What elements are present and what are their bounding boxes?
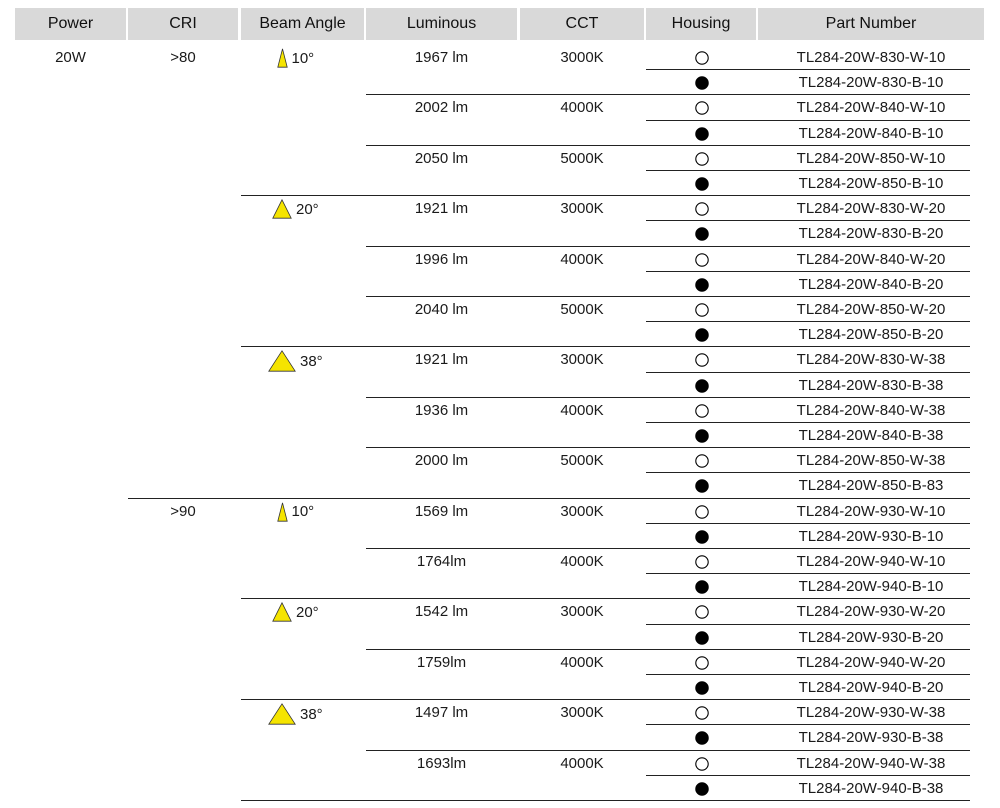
power-value: 20W bbox=[55, 49, 86, 66]
luminous-value: 1759lm bbox=[416, 653, 467, 671]
part-number: TL284-20W-840-B-20 bbox=[798, 275, 944, 293]
cct-value: 4000K bbox=[560, 99, 604, 117]
cct-value: 5000K bbox=[560, 149, 604, 167]
luminous-value: 1967 lm bbox=[414, 49, 469, 66]
housing-row-divider bbox=[646, 724, 970, 725]
part-number: TL284-20W-850-W-10 bbox=[796, 149, 946, 167]
black-housing-icon bbox=[695, 177, 709, 191]
luminous-value: 1921 lm bbox=[414, 200, 469, 218]
beam-angle-label: 20° bbox=[296, 200, 319, 218]
beam-group-divider bbox=[241, 598, 970, 599]
cct-value: 3000K bbox=[560, 49, 604, 66]
white-housing-icon bbox=[695, 404, 709, 418]
luminous-value: 1764lm bbox=[416, 553, 467, 570]
part-number: TL284-20W-850-W-20 bbox=[796, 301, 946, 318]
housing-row-divider bbox=[646, 170, 970, 171]
cct-value: 4000K bbox=[560, 653, 604, 671]
part-number: TL284-20W-930-B-20 bbox=[798, 628, 944, 646]
cct-value: 4000K bbox=[560, 553, 604, 570]
part-number: TL284-20W-850-B-20 bbox=[798, 326, 944, 344]
white-housing-icon bbox=[695, 51, 709, 65]
beam-angle-label: 10° bbox=[291, 49, 315, 67]
column-header-part-number: Part Number bbox=[758, 8, 984, 40]
lumen-group-divider bbox=[366, 649, 970, 650]
white-housing-icon bbox=[695, 353, 709, 367]
beam-group-divider bbox=[241, 195, 970, 196]
black-housing-icon bbox=[695, 227, 709, 241]
wide-beam-triangle-icon bbox=[268, 703, 296, 725]
part-number: TL284-20W-840-B-38 bbox=[798, 427, 944, 444]
part-number: TL284-20W-840-B-10 bbox=[798, 124, 944, 142]
beam-angle-label: 38° bbox=[300, 705, 323, 723]
part-number: TL284-20W-930-B-10 bbox=[798, 527, 944, 545]
table-bottom-rule bbox=[241, 800, 970, 801]
beam-angle-cell bbox=[277, 502, 315, 522]
white-housing-icon bbox=[695, 605, 709, 619]
part-number: TL284-20W-940-W-20 bbox=[796, 653, 946, 671]
lumen-group-divider bbox=[366, 94, 970, 95]
white-housing-icon bbox=[695, 202, 709, 216]
luminous-value: 1497 lm bbox=[414, 704, 469, 722]
cct-value: 3000K bbox=[560, 200, 604, 218]
cct-value: 4000K bbox=[560, 401, 604, 419]
housing-row-divider bbox=[646, 472, 970, 473]
beam-angle-label: 20° bbox=[296, 603, 319, 621]
black-housing-icon bbox=[695, 429, 709, 443]
part-number: TL284-20W-830-W-38 bbox=[796, 351, 946, 369]
cct-value: 5000K bbox=[560, 301, 604, 318]
white-housing-icon bbox=[695, 303, 709, 317]
beam-angle-cell bbox=[268, 350, 323, 372]
housing-row-divider bbox=[646, 674, 970, 675]
lumen-group-divider bbox=[366, 397, 970, 398]
beam-angle-cell bbox=[268, 703, 323, 725]
part-number: TL284-20W-840-W-38 bbox=[796, 401, 946, 419]
housing-row-divider bbox=[646, 271, 970, 272]
medium-beam-triangle-icon bbox=[272, 602, 292, 622]
black-housing-icon bbox=[695, 731, 709, 745]
part-number: TL284-20W-930-W-20 bbox=[796, 603, 946, 621]
beam-group-divider bbox=[241, 699, 970, 700]
cct-value: 4000K bbox=[560, 250, 604, 268]
cct-value: 3000K bbox=[560, 351, 604, 369]
column-header-housing: Housing bbox=[646, 8, 756, 40]
white-housing-icon bbox=[695, 555, 709, 569]
part-number: TL284-20W-940-B-38 bbox=[798, 779, 944, 797]
narrow-beam-triangle-icon bbox=[277, 48, 288, 68]
black-housing-icon bbox=[695, 479, 709, 493]
part-number: TL284-20W-850-W-38 bbox=[796, 452, 946, 470]
cct-value: 5000K bbox=[560, 452, 604, 470]
housing-row-divider bbox=[646, 523, 970, 524]
black-housing-icon bbox=[695, 631, 709, 645]
white-housing-icon bbox=[695, 505, 709, 519]
white-housing-icon bbox=[695, 253, 709, 267]
black-housing-icon bbox=[695, 76, 709, 90]
black-housing-icon bbox=[695, 681, 709, 695]
column-header-cri: CRI bbox=[128, 8, 238, 40]
housing-row-divider bbox=[646, 624, 970, 625]
lumen-group-divider bbox=[366, 296, 970, 297]
lumen-group-divider bbox=[366, 246, 970, 247]
cri-group-divider bbox=[128, 498, 970, 499]
part-number: TL284-20W-830-B-20 bbox=[798, 225, 944, 243]
luminous-value: 2002 lm bbox=[414, 99, 469, 117]
luminous-value: 2040 lm bbox=[414, 301, 469, 318]
part-number: TL284-20W-850-B-10 bbox=[798, 175, 944, 192]
column-header-cct: CCT bbox=[520, 8, 644, 40]
wide-beam-triangle-icon bbox=[268, 350, 296, 372]
luminous-value: 2050 lm bbox=[414, 149, 469, 167]
column-header-power: Power bbox=[15, 8, 126, 40]
housing-row-divider bbox=[646, 220, 970, 221]
part-number: TL284-20W-830-W-20 bbox=[796, 200, 946, 218]
part-number: TL284-20W-930-W-38 bbox=[796, 704, 946, 722]
white-housing-icon bbox=[695, 706, 709, 720]
beam-angle-cell bbox=[277, 48, 315, 68]
black-housing-icon bbox=[695, 580, 709, 594]
part-number: TL284-20W-930-W-10 bbox=[796, 502, 946, 520]
part-number: TL284-20W-940-B-10 bbox=[798, 578, 944, 596]
white-housing-icon bbox=[695, 454, 709, 468]
lumen-group-divider bbox=[366, 447, 970, 448]
luminous-value: 1936 lm bbox=[414, 401, 469, 419]
part-number: TL284-20W-830-W-10 bbox=[796, 49, 946, 66]
narrow-beam-triangle-icon bbox=[277, 502, 288, 522]
column-header-beam-angle: Beam Angle bbox=[241, 8, 364, 40]
lumen-group-divider bbox=[366, 750, 970, 751]
beam-angle-label: 10° bbox=[291, 503, 315, 521]
black-housing-icon bbox=[695, 379, 709, 393]
housing-row-divider bbox=[646, 120, 970, 121]
luminous-value: 1693lm bbox=[416, 754, 467, 772]
lumen-group-divider bbox=[366, 145, 970, 146]
beam-group-divider bbox=[241, 346, 970, 347]
part-number: TL284-20W-930-B-38 bbox=[798, 729, 944, 747]
part-number: TL284-20W-840-W-10 bbox=[796, 99, 946, 117]
housing-row-divider bbox=[646, 422, 970, 423]
part-number: TL284-20W-940-W-38 bbox=[796, 754, 946, 772]
black-housing-icon bbox=[695, 127, 709, 141]
part-number: TL284-20W-940-B-20 bbox=[798, 679, 944, 696]
luminous-value: 1569 lm bbox=[414, 502, 469, 520]
luminous-value: 1542 lm bbox=[414, 603, 469, 621]
luminous-value: 2000 lm bbox=[414, 452, 469, 470]
housing-row-divider bbox=[646, 321, 970, 322]
cct-value: 3000K bbox=[560, 502, 604, 520]
white-housing-icon bbox=[695, 101, 709, 115]
housing-row-divider bbox=[646, 573, 970, 574]
cri-value: >90 bbox=[170, 502, 196, 520]
housing-row-divider bbox=[646, 69, 970, 70]
cct-value: 3000K bbox=[560, 603, 604, 621]
black-housing-icon bbox=[695, 782, 709, 796]
cct-value: 3000K bbox=[560, 704, 604, 722]
column-header-luminous: Luminous bbox=[366, 8, 517, 40]
beam-angle-cell bbox=[272, 199, 319, 219]
cct-value: 4000K bbox=[560, 754, 604, 772]
white-housing-icon bbox=[695, 656, 709, 670]
black-housing-icon bbox=[695, 530, 709, 544]
part-number: TL284-20W-940-W-10 bbox=[796, 553, 946, 570]
black-housing-icon bbox=[695, 278, 709, 292]
white-housing-icon bbox=[695, 757, 709, 771]
luminous-value: 1921 lm bbox=[414, 351, 469, 369]
housing-row-divider bbox=[646, 775, 970, 776]
medium-beam-triangle-icon bbox=[272, 199, 292, 219]
cri-value: >80 bbox=[170, 49, 196, 66]
beam-angle-cell bbox=[272, 602, 319, 622]
part-number: TL284-20W-830-B-38 bbox=[798, 376, 944, 394]
part-number: TL284-20W-850-B-83 bbox=[798, 477, 944, 495]
part-number: TL284-20W-830-B-10 bbox=[798, 74, 944, 92]
beam-angle-label: 38° bbox=[300, 352, 323, 370]
lumen-group-divider bbox=[366, 548, 970, 549]
black-housing-icon bbox=[695, 328, 709, 342]
housing-row-divider bbox=[646, 372, 970, 373]
luminous-value: 1996 lm bbox=[414, 250, 469, 268]
part-number: TL284-20W-840-W-20 bbox=[796, 250, 946, 268]
white-housing-icon bbox=[695, 152, 709, 166]
